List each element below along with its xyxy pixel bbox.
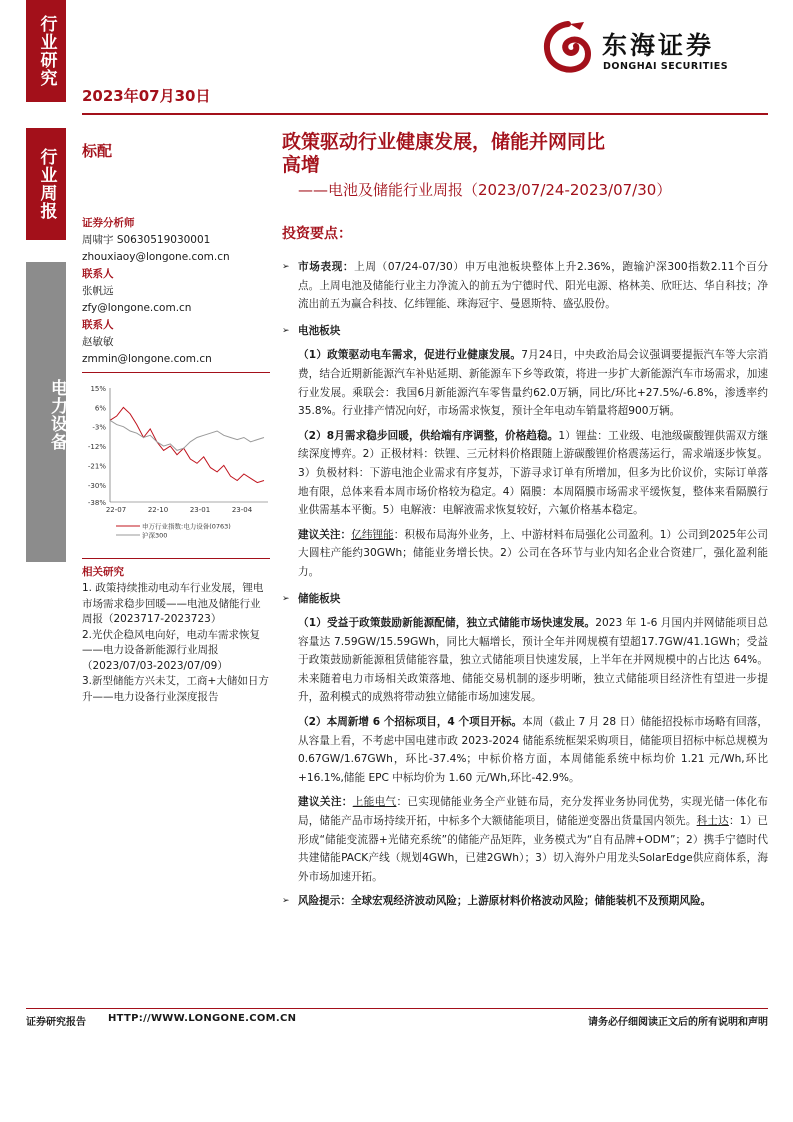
main-body — [282, 225, 768, 911]
contact2-label: 联系人 — [82, 319, 114, 331]
related-item-1[interactable]: 1. 政策持续推动电动车行业发展，锂电市场需求稳步回暖——电池及储能行业周报（2023717-2023723） — [82, 582, 264, 625]
y-tick-label: -38% — [87, 499, 106, 507]
x-tick-label: 23-04 — [231, 506, 253, 514]
footer-disclaimer: 请务必仔细阅读正文后的所有说明和声明 — [588, 1017, 768, 1028]
report-title: 政策驱动行业健康发展，储能并网同比 高增 — [282, 131, 606, 176]
footer-label: 证券研究报告 — [26, 1017, 86, 1028]
contact2-email[interactable]: zmmin@longone.com.cn — [82, 353, 212, 365]
storage-point-2: （2）本周新增 6 个招标项目，4 个项目开标。本周（截止 7 月 28 日）储能招投标市场略有回落，从容量上看，不考虑中国电建市政 2023-2024 储能系统框架采购项目，储能项目招标中标总规模为 0.67GW/1.67GWh，环比-37.4%；中标价格方面，本周储能系统中标均价 1.21 元/Wh,环比+16.1%,储能 EPC 中标均价为 1.60 元/Wh,环比-42.9%。 — [298, 716, 768, 784]
x-tick-label: 22-10 — [147, 506, 169, 514]
dragon-logo-icon — [540, 20, 596, 78]
legend-label-2: 沪深300 — [142, 531, 168, 540]
series-line-2 — [110, 420, 264, 450]
analyst-name: 周啸宇 S0630519030001 — [82, 234, 211, 246]
market-performance: ➢ 市场表现：上周（07/24-07/30）申万电池板块整体上升2.36%，跑输沪深300指数2.11个百分点。上周电池及储能行业主力净流入的前五为宁德时代、阳光电源、格林美、欣旺达、华自科技；净流出前五为赢合科技、亿纬锂能、珠海冠宇、曼恩斯特、盛弘股份。 — [282, 258, 768, 314]
related-label: 相关研究 — [82, 566, 124, 578]
storage-section-heading: ➢ 储能板块 — [282, 590, 768, 609]
industry-weekly-tag: 行业周报 — [26, 128, 66, 240]
rating: 标配 — [82, 142, 113, 160]
legend-label-1: 申万行业指数:电力设备(0763) — [142, 522, 231, 531]
contact2-name: 赵敏敏 — [82, 336, 114, 348]
sector-tag: 电力设备 — [26, 262, 66, 562]
storage-point-1: （1）受益于政策鼓励新能源配储，独立式储能市场快速发展。2023 年 1-6 月国内并网储能项目总容量达 7.59GW/15.59GWh，同比大幅增长，预计全年并网规模有望超17.7GW/41.1GWh；受益于政策鼓励新能源租赁储能容量，独立式储能项目快速发展，上半年在并网规模中的占比达 64%。未来随着电力市场相关政策落地、储能交易机制的逐步明晰，独立式储能项目经济性有望进一步提升，盈利模式的成熟将带动独立储能市场加速发展。 — [298, 617, 768, 704]
logo-cn: 东海证券 — [602, 31, 715, 60]
key-points-heading: 投资要点： — [282, 226, 352, 242]
battery-point-2: （2）8月需求稳步回暖，供给端有序调整，价格趋稳。1）锂盐：工业级、电池级碳酸锂供需双方继续深度博弈。2）正极材料：铁锂、三元材料价格跟随上游碳酸锂价格震荡运行，需求端逐步恢复。3）负极材料：下游电池企业需求有序复苏，下游寻求订单有所增加，但多为比价议价，实际订单落地有限，总体来看本周市场价格较为稳定。4）隔膜：本周隔膜市场需求平缓恢复，整体来看隔膜行业供需基本平衡。5）电解液：电解液需求恢复较好，六氟价格基本稳定。 — [298, 429, 768, 517]
y-tick-label: -30% — [87, 481, 106, 490]
contact1-email[interactable]: zfy@longone.com.cn — [82, 302, 192, 314]
related-item-3[interactable]: 3.新型储能方兴未艾，工商+大储如日方升——电力设备行业深度报告 — [82, 675, 269, 703]
battery-section-heading: ➢ 电池板块 — [282, 322, 768, 341]
battery-point-1: （1）政策驱动电车需求，促进行业健康发展。7月24日，中央政治局会议强调要提振汽车等大宗消费，结合近期新能源汽车补贴延期、新能源车下乡等政策，将进一步扩大新能源汽车市场需求，加速行业发展。乘联会：我国6月新能源汽车零售量约62.0万辆，同比/环比+27.5%/-6.8%，渗透率约35.8%。行业排产情况向好，市场需求恢复，预计全年电动车销量将超900万辆。 — [298, 349, 768, 418]
analyst-label: 证券分析师 — [82, 217, 135, 229]
industry-research-tag: 行业研究 — [26, 0, 66, 102]
analyst-block — [82, 215, 267, 368]
performance-chart — [82, 380, 272, 550]
contact1-label: 联系人 — [82, 268, 114, 280]
report-subtitle: ——电池及储能行业周报（2023/07/24-2023/07/30） — [298, 181, 672, 199]
y-tick-label: -12% — [87, 443, 106, 452]
footer-url[interactable]: HTTP://WWW.LONGONE.COM.CN — [108, 1013, 297, 1024]
y-tick-label: -3% — [92, 423, 106, 432]
related-item-2[interactable]: 2.光伏企稳风电向好，电动车需求恢复——电力设备新能源行业周报（2023/07/03-2023/07/09） — [82, 628, 261, 672]
y-tick-label: -21% — [87, 462, 106, 471]
logo-en: DONGHAI SECURITIES — [603, 61, 729, 72]
storage-focus: 建议关注：上能电气：已实现储能业务全产业链布局，充分发挥业务协同优势，实现光储一体化布局，储能产品市场持续开拓，中标多个大额储能项目，储能逆变器出货量国内领先。科士达：1）已形成“储能变流器+光储充系统”的储能产品矩阵，业务模式为“自有品牌+ODM”；2）携手宁德时代共建储能PACK产线（规划4GWh，已建2GWh）；3）切入海外户用龙头SolarEdge供应商体系，海外市场加速开拓。 — [298, 796, 769, 883]
x-tick-label: 22-07 — [105, 506, 127, 514]
contact1-name: 张帆远 — [82, 285, 114, 297]
risk-warning: ➢ 风险提示：全球宏观经济波动风险；上游原材料价格波动风险；储能装机不及预期风险。 — [282, 892, 768, 911]
related-research — [82, 563, 270, 705]
x-tick-label: 23-01 — [189, 506, 211, 514]
battery-focus: 建议关注：亿纬锂能：积极布局海外业务，上、中游材料布局强化公司盈利。1）公司到2025年公司大圆柱产能约30GWh；储能业务增长快。2）公司在各环节与业内知名企业合资建厂，强化盈利能力。 — [298, 528, 768, 578]
report-date: 2023年07月30日 — [82, 87, 211, 105]
y-tick-label: 15% — [90, 385, 106, 393]
y-tick-label: 6% — [94, 404, 106, 413]
analyst-email[interactable]: zhouxiaoy@longone.com.cn — [82, 251, 230, 263]
company-logo — [540, 20, 770, 80]
